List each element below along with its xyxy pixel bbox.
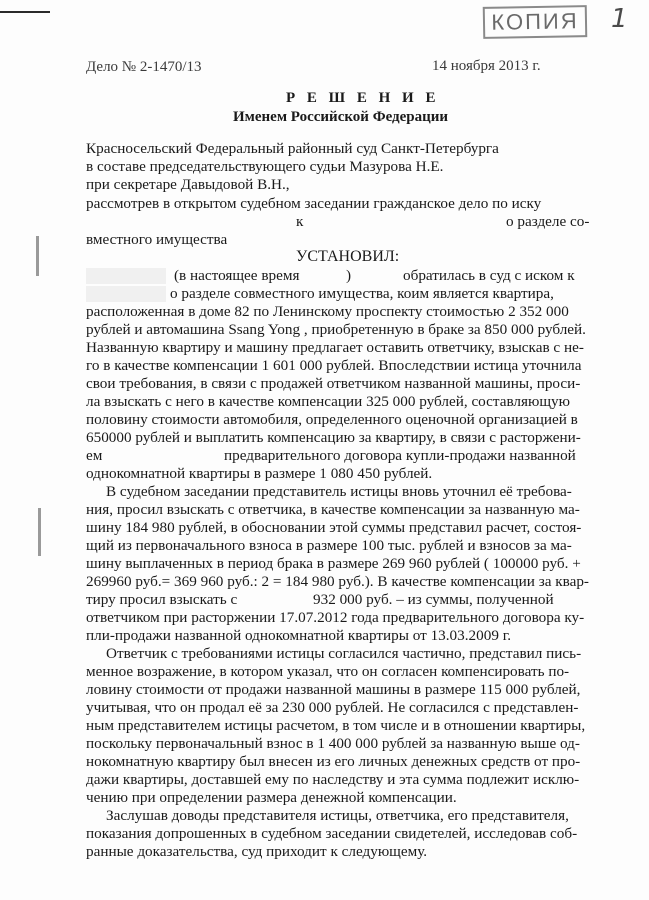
- paragraph-line: расположенная в доме 82 по Ленинскому проспекту стоимостью 2 352 000: [86, 303, 569, 320]
- paragraph-line: Ответчик с требованиями истицы согласился частично, представил пись-: [106, 645, 582, 662]
- paragraph-line: учитывая, что он продал её за 230 000 рублей. Не согласился с представлен-: [86, 699, 579, 716]
- page-number: 1: [611, 4, 628, 34]
- document-subtitle: Именем Российской Федерации: [233, 109, 449, 125]
- paragraph-line: половину стоимости автомобиля, определенного оценочной организацией в: [86, 411, 578, 428]
- paragraph-line: ным представителем истицы расчетом, в том числе и в отношении квартиры,: [86, 717, 586, 734]
- intro-line: вместного имущества: [86, 231, 228, 248]
- section-heading: УСТАНОВИЛ:: [296, 248, 400, 265]
- scan-mark-top: [0, 11, 50, 13]
- paragraph-line: дажи квартиры, доставшей ему по наследству и эта сумма подлежит исклю-: [86, 771, 580, 788]
- intro-line: рассмотрев в открытом судебном заседании гражданское дело по иску: [86, 195, 542, 212]
- paragraph-line: ем: [86, 447, 103, 464]
- paragraph-line: ): [346, 267, 352, 284]
- paragraph-line: ния, просил взыскать с ответчика, в качестве компенсации за названную ма-: [86, 501, 580, 518]
- scan-mark-left-2: [38, 508, 41, 556]
- scan-mark-left-1: [36, 236, 39, 276]
- paragraph-line: свои требования, в связи с продажей ответчиком названной машины, проси-: [86, 375, 581, 392]
- paragraph-line: тиру просил взыскать с: [86, 591, 238, 608]
- paragraph-line: рублей и автомашина Ssang Yong , приобретенную в браке за 850 000 рублей.: [86, 321, 586, 338]
- paragraph-line: однокомнатной квартиры в размере 1 080 450 рублей.: [86, 465, 433, 482]
- paragraph-line: нокомнатную квартиру был внесен из его личных денежных средств от про-: [86, 753, 581, 770]
- paragraph-line: предварительного договора купли-продажи названной: [224, 447, 576, 464]
- document-title: Р Е Ш Е Н И Е: [286, 90, 440, 106]
- intro-line: при секретаре Давыдовой В.Н.,: [86, 176, 290, 193]
- paragraph-line: поскольку первоначальный взнос в 1 400 000 рублей за названную выше од-: [86, 735, 580, 752]
- paragraph-line: ответчиком при расторжении 17.07.2012 года предварительного договора ку-: [86, 609, 585, 626]
- paragraph-line: о разделе совместного имущества, коим является квартира,: [170, 285, 554, 302]
- paragraph-line: менное возражение, в котором указал, что он согласен компенсировать по-: [86, 663, 570, 680]
- intro-line: Красносельский Федеральный районный суд Санкт-Петербурга: [86, 140, 499, 157]
- case-number: Дело № 2-1470/13: [86, 59, 202, 75]
- paragraph-line: пли-продажи названной однокомнатной квартиры от 13.03.2009 г.: [86, 627, 512, 644]
- paragraph-line: ловину стоимости от продажи названной машины в размере 115 000 рублей,: [86, 681, 581, 698]
- paragraph-line: обратилась в суд с иском к: [403, 267, 575, 284]
- paragraph-line: го в качестве компенсации 1 601 000 рублей. Впоследствии истица уточнила: [86, 357, 582, 374]
- paragraph-line: Названную квартиру и машину предлагает оставить ответчику, взыскав с не-: [86, 339, 584, 356]
- paragraph-line: шину выплаченных в период брака в размере 269 960 рублей ( 100000 руб. +: [86, 555, 581, 572]
- paragraph-line: 269960 руб.= 369 960 руб.: 2 = 184 980 руб.). В качестве компенсации за квар-: [86, 573, 589, 590]
- paragraph-line: 932 000 руб. – из суммы, полученной: [313, 591, 554, 608]
- paragraph-line: ла взыскать с него в качестве компенсации 325 000 рублей, составляющую: [86, 393, 570, 410]
- paragraph-line: чению при определении размера денежной компенсации.: [86, 789, 457, 806]
- redacted-name: [86, 286, 166, 302]
- paragraph-line: 650000 рублей и выплатить компенсацию за квартиру, в связи с расторжени-: [86, 429, 581, 446]
- copy-stamp: КОПИЯ: [483, 5, 588, 39]
- intro-line: в составе председательствующего судьи Мазурова Н.Е.: [86, 158, 444, 175]
- paragraph-line: (в настоящее время: [174, 267, 300, 284]
- intro-line: к: [296, 213, 304, 230]
- document-date: 14 ноября 2013 г.: [432, 58, 541, 74]
- paragraph-line: щий из первоначального взноса в размере 100 тыс. рублей и взносов за ма-: [86, 537, 572, 554]
- paragraph-line: В судебном заседании представитель истицы вновь уточнил её требова-: [106, 483, 572, 500]
- paragraph-line: шину 184 980 рублей, в обосновании этой суммы представил расчет, состоя-: [86, 519, 582, 536]
- redacted-name: [86, 268, 166, 284]
- paragraph-line: Заслушав доводы представителя истицы, ответчика, его представителя,: [106, 807, 569, 824]
- paragraph-line: ранные доказательства, суд приходит к следующему.: [86, 843, 428, 860]
- paragraph-line: показания допрошенных в судебном заседании свидетелей, исследовав соб-: [86, 825, 578, 842]
- intro-line: о разделе со-: [506, 213, 590, 230]
